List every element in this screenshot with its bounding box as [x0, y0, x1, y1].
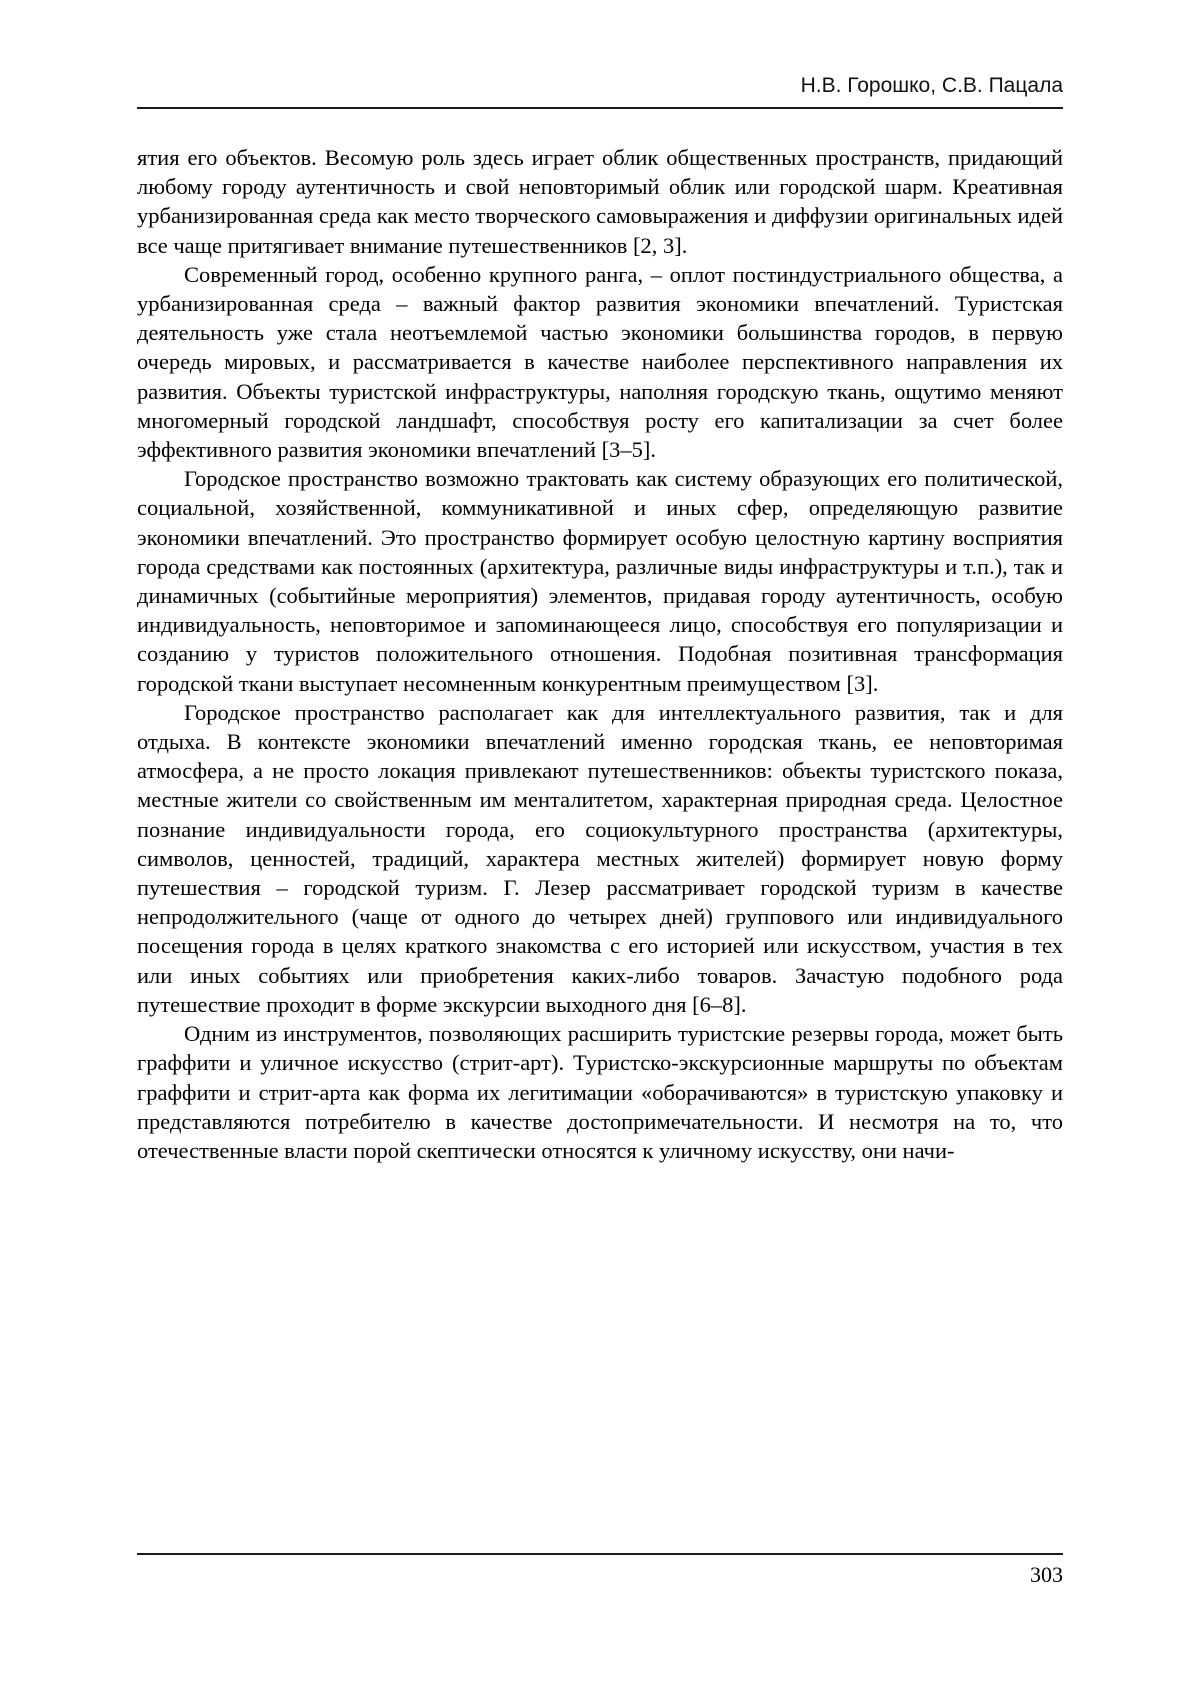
page-content	[137, 0, 1063, 1165]
page-number: 303	[1030, 1562, 1063, 1587]
body-paragraph: Современный город, особенно крупного ранга, – оплот постиндустриального общества, а урбанизированная среда – важный фактор развития экономики впечатлений. Туристская деятельность уже стала неотъемлемой частью экономики большинства городов, в первую очередь мировых, и рассматривается в качестве наиболее перспективного направления их развития. Объекты туристской инфраструктуры, наполняя городскую ткань, ощутимо меняют многомерный городской ландшафт, способствуя росту его капитализации за счет более эффективного развития экономики впечатлений [3–5].	[137, 261, 1063, 463]
body-paragraph: Городское пространство возможно трактовать как систему образующих его политической, социальной, хозяйственной, коммуникативной и иных сфер, определяющую развитие экономики впечатлений. Это пространство формирует особую целостную картину восприятия города средствами как постоянных (архитектура, различные виды инфраструктуры и т.п.), так и динамичных (событийные мероприятия) элементов, придавая городу аутентичность, особую индивидуальность, неповторимое и запоминающееся лицо, способствуя его популяризации и созданию у туристов положительного отношения. Подобная позитивная трансформация городской ткани выступает несомненным конкурентным преимуществом [3].	[137, 466, 1063, 696]
body-paragraph: ятия его объектов. Весомую роль здесь играет облик общественных пространств, придающий любому городу аутентичность и свой неповторимый облик или городской шарм. Креативная урбанизированная среда как место творческого самовыражения и диффузии оригинальных идей все чаще притягивает внимание путешественников [2, 3].	[137, 145, 1063, 258]
page-body	[137, 143, 1063, 1165]
page-footer	[137, 1553, 1063, 1588]
header-authors: Н.В. Горошко, С.В. Пацала	[800, 74, 1063, 97]
running-header	[137, 0, 1063, 109]
body-paragraph: Городское пространство располагает как для интеллектуального развития, так и для отдыха. В контексте экономики впечатлений именно городская ткань, ее неповторимая атмосфера, а не просто локация привлекают путешественников: объекты туристского показа, местные жители со свойственным им менталитетом, характерная природная среда. Целостное познание индивидуальности города, его социокультурного пространства (архитектуры, символов, ценностей, традиций, характера местных жителей) формирует новую форму путешествия – городской туризм. Г. Лезер рассматривает городской туризм в качестве непродолжительного (чаще от одного до четырех дней) группового или индивидуального посещения города в целях краткого знакомства с его историей или искусством, участия в тех или иных событиях или приобретения каких-либо товаров. Зачастую подобного рода путешествие проходит в форме экскурсии выходного дня [6–8].	[137, 699, 1063, 1017]
body-paragraph: Одним из инструментов, позволяющих расширить туристские резервы города, может быть граффити и уличное искусство (стрит-арт). Туристско-экскурсионные маршруты по объектам граффити и стрит-арта как форма их легитимации «оборачиваются» в туристскую упаковку и представляются потребителю в качестве достопримечательности. И несмотря на то, что отечественные власти порой скептически относятся к уличному искусству, они начи-	[137, 1021, 1063, 1163]
